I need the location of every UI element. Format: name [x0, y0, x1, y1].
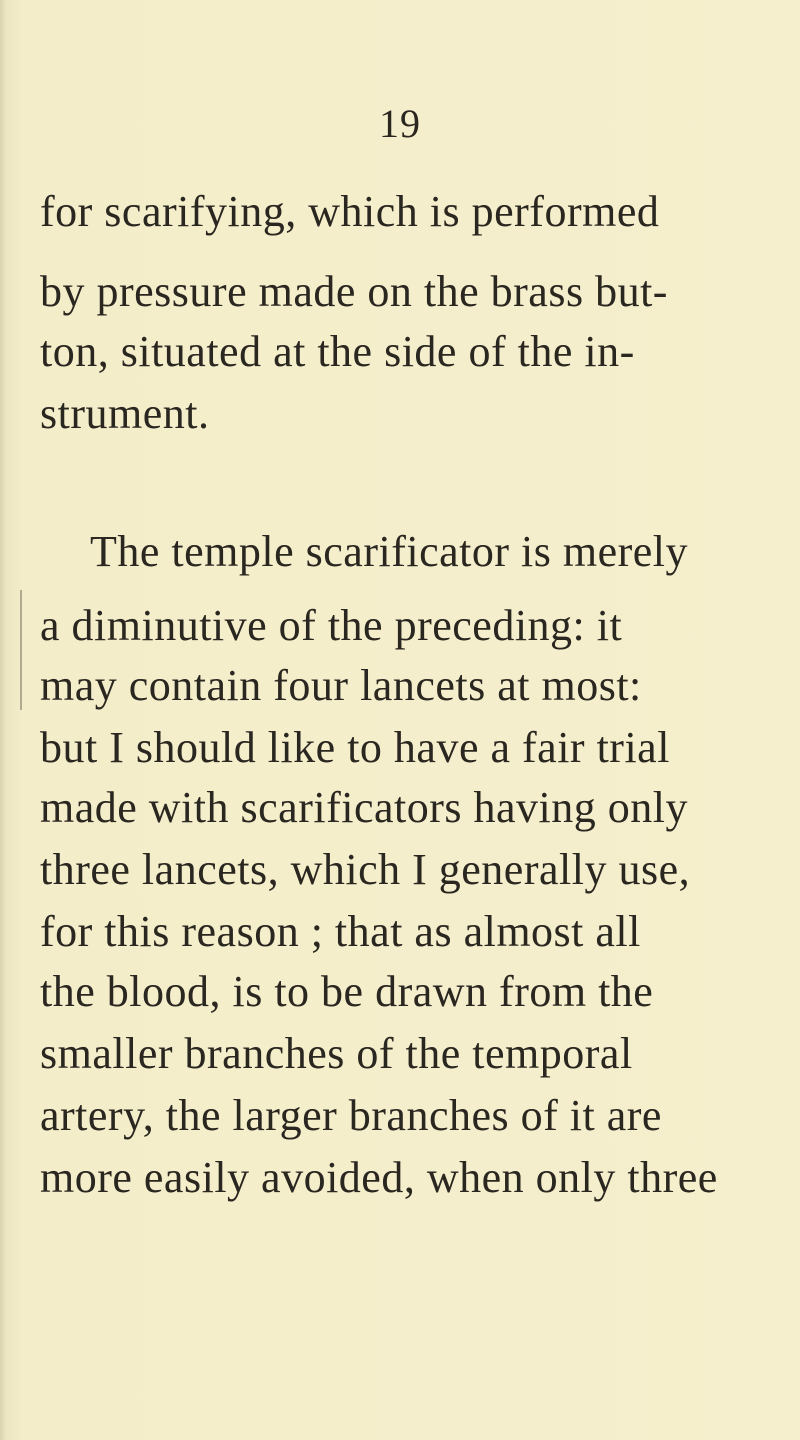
text-line: ton, situated at the side of the in- [40, 327, 635, 376]
text-line: a diminutive of the preceding: it [40, 601, 623, 650]
text-line: made with scarificators having only [40, 783, 688, 832]
text-line: smaller branches of the temporal [40, 1029, 633, 1078]
text-line: strument. [40, 389, 210, 438]
text-line: more easily avoided, when only three [40, 1153, 718, 1202]
text-line: for scarifying, which is performed [40, 187, 660, 236]
gutter-shadow [20, 590, 22, 710]
page-number: 19 [379, 101, 421, 146]
text-line: the blood, is to be drawn from the [40, 967, 654, 1016]
text-line: three lancets, which I generally use, [40, 845, 691, 894]
text-line: by pressure made on the brass but- [40, 267, 668, 316]
text-line: for this reason ; that as almost all [40, 907, 641, 956]
text-line: may contain four lancets at most: [40, 661, 642, 710]
text-line: The temple scarificator is merely [90, 527, 689, 576]
text-line: but I should like to have a fair trial [40, 723, 670, 772]
text-line: artery, the larger branches of it are [40, 1091, 662, 1140]
